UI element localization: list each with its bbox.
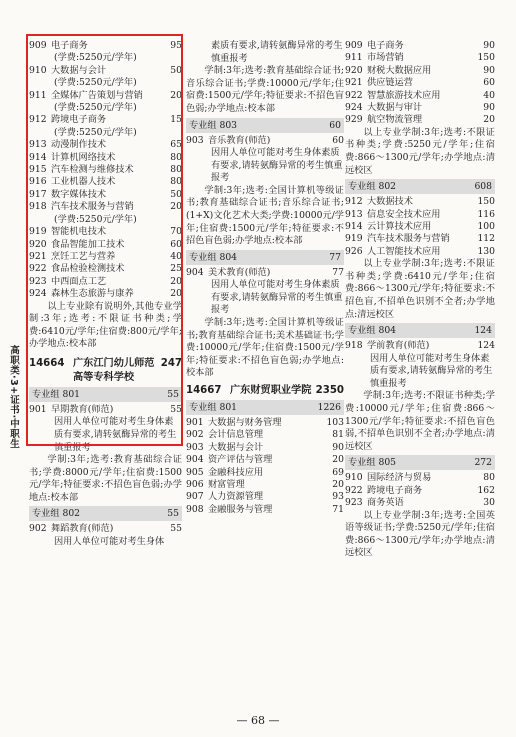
major-remark: 因用人单位可能对考生身体素质有要求,请转氨酶异常的考生慎重报考 <box>54 416 177 453</box>
major-name: 大数据与会计 <box>208 441 264 453</box>
major-quota: 90 <box>332 441 344 453</box>
major-name: 会计信息管理 <box>208 429 264 441</box>
major-quota: 20 <box>170 201 182 213</box>
major-code: 914 <box>345 221 363 233</box>
major-quota: 20 <box>170 288 182 300</box>
major-code: 907 <box>186 491 204 503</box>
major-quota: 65 <box>170 139 182 151</box>
major-name: 大数据与审计 <box>367 102 423 114</box>
continued-remark: 素质有要求,请转氨酶异常的考生慎重报考 <box>211 40 343 64</box>
major-line <box>345 221 495 233</box>
major-name: 商务英语 <box>367 497 404 509</box>
major-quota: 130 <box>477 245 495 257</box>
major-quota: 100 <box>477 221 495 233</box>
major-code: 912 <box>345 196 363 208</box>
major-quota: 69 <box>332 466 344 478</box>
major-line <box>186 454 344 466</box>
major-quota: 77 <box>332 266 344 278</box>
major-name: 电子商务 <box>51 40 88 51</box>
major-fee: (学费:5250元/学年) <box>54 102 137 114</box>
major-quota: 80 <box>170 164 182 176</box>
major-code: 922 <box>345 89 363 101</box>
major-remark: 因用人单位可能对考生身体素质有要求,请转氨酶异常的考生慎重报考 <box>370 352 493 389</box>
major-fee: (学费:5250元/学年) <box>54 77 137 89</box>
major-code: 912 <box>29 114 47 126</box>
major-line <box>345 246 495 258</box>
major-quota: 55 <box>170 523 182 535</box>
major-code: 904 <box>186 266 204 278</box>
major-line <box>345 485 495 497</box>
major-line <box>345 52 495 64</box>
major-remark: 因用人单位可能对考生身体素质有要求,请转氨酶异常的考生慎重报考 <box>211 279 343 316</box>
group-header <box>345 455 495 470</box>
major-code: 903 <box>186 134 204 146</box>
major-name: 工业机器人技术 <box>51 176 116 188</box>
major-line <box>186 429 344 441</box>
major-name: 音乐教育(师范) <box>208 134 271 146</box>
major-code: 924 <box>29 288 47 300</box>
major-quota: 103 <box>326 416 344 428</box>
school-name: 广东江门幼儿师范高等专科学校 <box>73 357 155 383</box>
major-quota: 50 <box>170 188 182 200</box>
major-quota: 50 <box>170 64 182 76</box>
group-label: 专业组 805 <box>348 457 397 469</box>
major-name: 金融服务与管理 <box>208 503 273 515</box>
major-name: 财富管理 <box>208 478 245 490</box>
major-code: 922 <box>29 263 47 275</box>
school-quota: 247 <box>160 357 182 369</box>
group-details: 学制:3年;选考:全国计算机等级证书;教育基础综合证书;音乐综合证书;(1+X)文化艺术大类;学费:10000元/学年;住宿费:1500元/学年;特征要求:不招色盲色弱;办学地点:校本部 <box>186 184 344 247</box>
major-line <box>186 504 344 516</box>
major-quota: 150 <box>477 196 495 208</box>
group-quota: 60 <box>329 119 341 131</box>
major-code: 906 <box>186 478 204 490</box>
major-name: 航空物流管理 <box>367 114 423 126</box>
major-line <box>345 90 495 102</box>
group-header <box>345 179 495 194</box>
major-name: 汽车技术服务与营销 <box>51 201 134 213</box>
major-quota: 20 <box>332 454 344 466</box>
major-name: 人力资源管理 <box>208 491 264 503</box>
major-line <box>186 491 344 503</box>
major-quota: 150 <box>477 52 495 64</box>
major-code: 921 <box>345 77 363 89</box>
major-name: 国际经济与贸易 <box>367 472 432 484</box>
major-quota: 25 <box>170 263 182 275</box>
major-line <box>345 114 495 126</box>
major-code: 929 <box>345 114 363 126</box>
major-quota: 81 <box>332 429 344 441</box>
major-code: 920 <box>345 64 363 76</box>
major-code: 914 <box>29 151 47 163</box>
major-name: 早期教育(师范) <box>51 403 114 415</box>
major-name: 美术教育(师范) <box>208 266 271 278</box>
group-details: 学制:3年;选考:不限证书种类;学费:10000元/学年;住宿费:866～1300元/学年;特征要求:不招色盲色弱,不招单色识别不全者;办学地点:清远校区 <box>345 390 495 452</box>
school-code: 14664 <box>29 357 65 369</box>
group-label: 专业组 804 <box>189 251 238 263</box>
major-code: 911 <box>345 52 363 64</box>
group-quota: 1226 <box>317 401 341 413</box>
major-code: 908 <box>186 503 204 515</box>
major-line <box>186 135 344 147</box>
major-quota: 116 <box>477 208 495 220</box>
major-name: 大数据技术 <box>367 196 413 208</box>
major-name: 数字媒体技术 <box>51 188 107 200</box>
major-code: 902 <box>186 429 204 441</box>
major-code: 917 <box>29 188 47 200</box>
major-code: 902 <box>29 523 47 535</box>
major-name: 资产评估与管理 <box>208 454 273 466</box>
major-quota: 95 <box>170 40 182 51</box>
major-quota: 60 <box>332 134 344 146</box>
major-name: 信息安全技术应用 <box>367 208 441 220</box>
major-code: 915 <box>29 164 47 176</box>
group-header <box>345 323 495 338</box>
major-code: 913 <box>29 139 47 151</box>
group-label: 专业组 802 <box>348 181 397 193</box>
major-quota: 124 <box>477 340 495 352</box>
major-name: 烹饪工艺与营养 <box>51 250 116 262</box>
major-code: 910 <box>29 64 47 76</box>
school-code: 14667 <box>186 384 222 396</box>
section-note: 以上专业除有说明外,其他专业学制:3年;选考:不限证书种类;学费:6410元/学年;住宿费:800元/学年;办学地点:校本部 <box>29 300 182 350</box>
section-note: 以上专业学制:3年;选考:全国英语等级证书;学费:5250元/学年;住宿费:866～1300元/学年;办学地点:清远校区 <box>345 509 495 559</box>
group-label: 专业组 804 <box>348 325 397 337</box>
major-line <box>345 472 495 484</box>
major-name: 电子商务 <box>367 40 404 51</box>
major-line <box>29 523 182 535</box>
major-line <box>186 442 344 454</box>
group-quota: 55 <box>167 388 179 400</box>
major-line <box>345 340 495 352</box>
group-quota: 272 <box>474 457 492 469</box>
major-line <box>345 196 495 208</box>
major-quota: 71 <box>332 503 344 515</box>
group-details: 学制:3年;选考:全国计算机等级证书;教育基础综合证书;美术基础证书;学费:10000元/学年;住宿费:1500元/学年;特征要求:不招色盲色弱;办学地点:校本部 <box>186 316 344 379</box>
major-name: 大数据与财务管理 <box>208 416 282 428</box>
major-quota: 20 <box>483 114 495 126</box>
school-name: 广东财贸职业学院 <box>230 384 312 396</box>
major-name: 森林生态旅游与康养 <box>51 288 134 300</box>
school-quota: 2350 <box>315 384 344 396</box>
major-code: 903 <box>186 441 204 453</box>
major-code: 923 <box>29 275 47 287</box>
major-quota: 20 <box>332 478 344 490</box>
major-code: 919 <box>345 233 363 245</box>
major-line <box>186 467 344 479</box>
section-note: 以上专业学制:3年;选考:不限证书种类;学费:5250元/学年;住宿费:866～1300元/学年;办学地点:清远校区 <box>345 126 495 176</box>
page-number: — 68 — <box>236 714 280 727</box>
major-line <box>345 233 495 245</box>
highlight-box <box>26 34 183 446</box>
major-code: 916 <box>29 176 47 188</box>
major-code: 905 <box>186 466 204 478</box>
major-code: 909 <box>345 40 363 51</box>
major-quota: 162 <box>477 484 495 496</box>
major-line <box>186 267 344 279</box>
group-header <box>29 506 182 521</box>
group-quota: 55 <box>167 508 179 520</box>
major-name: 汽车检测与维修技术 <box>51 164 134 176</box>
major-name: 学前教育(师范) <box>367 340 430 352</box>
group-details: 学制:3年;选考:教育基础综合证书;学费:8000元/学年;住宿费:1500元/学年;特征要求:不招色盲色弱;办学地点:校本部 <box>29 454 182 503</box>
major-quota: 20 <box>170 275 182 287</box>
major-name: 跨境电子商务 <box>51 114 107 126</box>
major-code: 904 <box>186 454 204 466</box>
major-quota: 90 <box>483 64 495 76</box>
major-quota: 90 <box>483 40 495 51</box>
major-quota: 80 <box>170 176 182 188</box>
major-quota: 80 <box>170 151 182 163</box>
major-code: 926 <box>345 245 363 257</box>
major-quota: 90 <box>483 102 495 114</box>
group-header <box>186 400 344 415</box>
major-name: 智能机电技术 <box>51 226 107 238</box>
major-code: 924 <box>345 102 363 114</box>
major-fee: (学费:5250元/学年) <box>54 213 137 225</box>
school-header <box>186 384 344 398</box>
major-quota: 60 <box>483 77 495 89</box>
major-line <box>345 77 495 89</box>
major-quota: 15 <box>170 114 182 126</box>
side-section-label: 高职类·3+证书·中职生 <box>8 345 19 449</box>
major-code: 909 <box>29 40 47 51</box>
major-name: 财税大数据应用 <box>367 64 432 76</box>
major-name: 金融科技应用 <box>208 466 264 478</box>
major-name: 供应链运营 <box>367 77 413 89</box>
major-quota: 40 <box>483 89 495 101</box>
major-line <box>345 497 495 509</box>
column-3 <box>345 40 495 560</box>
column-2 <box>186 40 344 516</box>
major-name: 智慧旅游技术应用 <box>367 89 441 101</box>
major-quota: 40 <box>170 250 182 262</box>
major-line <box>186 417 344 429</box>
major-code: 920 <box>29 238 47 250</box>
section-note: 以上专业学制:3年;选考:不限证书种类;学费:6410元/学年;住宿费:866～1300元/学年;特征要求:不招色盲,不招单色识别不全者;办学地点:清远校区 <box>345 258 495 320</box>
group-header <box>186 250 344 265</box>
major-name: 动漫制作技术 <box>51 139 107 151</box>
group-label: 专业组 801 <box>32 388 81 400</box>
major-name: 食品智能加工技术 <box>51 238 125 250</box>
major-line <box>345 102 495 114</box>
major-name: 跨境电子商务 <box>367 484 423 496</box>
major-name: 人工智能技术应用 <box>367 245 441 257</box>
major-name: 食品检验检测技术 <box>51 263 125 275</box>
group-label: 专业组 801 <box>189 401 238 413</box>
major-quota: 55 <box>170 403 182 415</box>
major-name: 舞蹈教育(师范) <box>51 523 114 535</box>
major-code: 918 <box>29 201 47 213</box>
major-name: 大数据与会计 <box>51 64 107 76</box>
major-quota: 93 <box>332 491 344 503</box>
major-code: 923 <box>345 497 363 509</box>
major-name: 中西面点工艺 <box>51 275 107 287</box>
major-fee: (学费:5250元/学年) <box>54 52 137 64</box>
major-remark: 因用人单位可能对考生身体素质有要求,请转氨酶异常的考生慎重报考 <box>211 146 343 184</box>
major-code: 913 <box>345 208 363 220</box>
major-name: 计算机网络技术 <box>51 151 116 163</box>
major-line <box>345 209 495 221</box>
major-quota: 80 <box>483 472 495 484</box>
group-quota: 77 <box>329 251 341 263</box>
major-code: 922 <box>345 484 363 496</box>
major-code: 918 <box>345 340 363 352</box>
major-fee: (学费:5250元/学年) <box>54 126 137 138</box>
major-name: 汽车技术服务与营销 <box>367 233 450 245</box>
group-header <box>186 118 344 133</box>
major-line <box>345 65 495 77</box>
major-code: 901 <box>29 403 47 415</box>
major-code: 911 <box>29 89 47 101</box>
major-code: 919 <box>29 226 47 238</box>
group-label: 专业组 803 <box>189 119 238 131</box>
major-remark: 因用人单位可能对考生身体 <box>54 535 165 547</box>
major-line <box>186 479 344 491</box>
major-name: 云计算技术应用 <box>367 221 432 233</box>
major-quota: 70 <box>170 226 182 238</box>
group-quota: 124 <box>474 325 492 337</box>
group-quota: 608 <box>474 181 492 193</box>
major-quota: 30 <box>483 497 495 509</box>
major-name: 全媒体广告策划与营销 <box>51 89 143 101</box>
major-code: 901 <box>186 416 204 428</box>
major-quota: 112 <box>477 233 495 245</box>
group-details: 学制:3年;选考:教育基础综合证书;音乐综合证书;学费:10000元/学年;住宿费:1500元/学年;特征要求:不招色盲色弱;办学地点:校本部 <box>186 65 344 114</box>
group-label: 专业组 802 <box>32 508 81 520</box>
major-line <box>345 40 495 52</box>
major-code: 910 <box>345 472 363 484</box>
major-code: 921 <box>29 250 47 262</box>
major-name: 市场营销 <box>367 52 404 64</box>
major-quota: 60 <box>170 238 182 250</box>
major-quota: 20 <box>170 89 182 101</box>
